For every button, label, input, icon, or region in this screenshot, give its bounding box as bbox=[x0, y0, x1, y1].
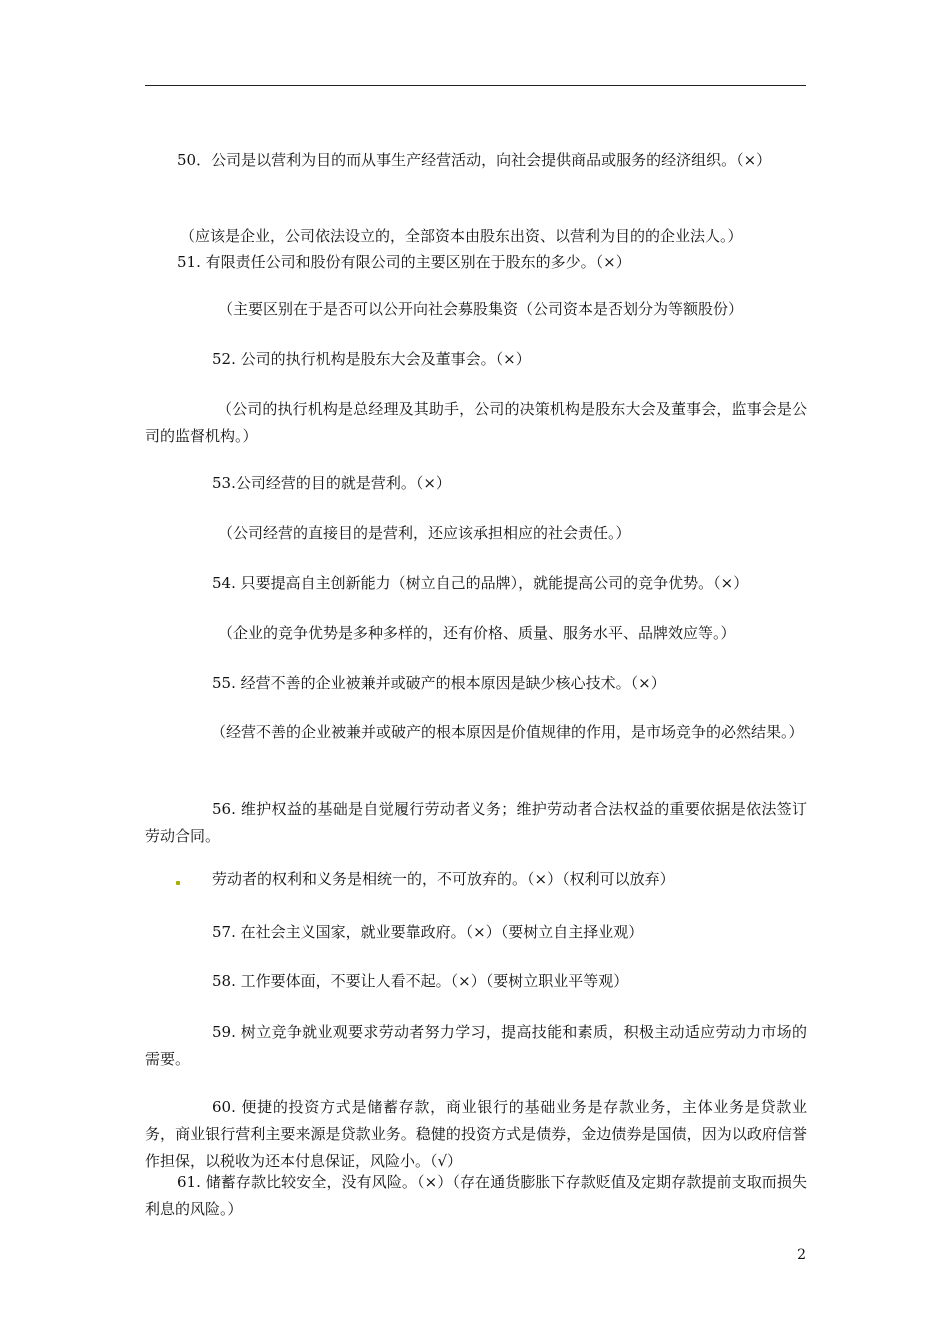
item-57: 57. 在社会主义国家，就业要靠政府。（×）（要树立自主择业观） bbox=[212, 923, 644, 941]
item-51: 51. 有限责任公司和股份有限公司的主要区别在于股东的多少。（×） bbox=[177, 253, 631, 271]
bullet-dot bbox=[176, 881, 180, 885]
item-53-note: （公司经营的直接目的是营利，还应该承担相应的社会责任。） bbox=[218, 524, 631, 542]
item-54-note: （企业的竞争优势是多种多样的，还有价格、质量、服务水平、品牌效应等。） bbox=[218, 624, 736, 642]
item-60: 60. 便捷的投资方式是储蓄存款，商业银行的基础业务是存款业务，主体业务是贷款业务，商业银行营利主要来源是贷款业务。稳健的投资方式是债券，金边债券是国债，因为以政府信誉作担保，以税收为还本付息保证，风险小。（√） bbox=[145, 1098, 807, 1170]
item-54: 54. 只要提高自主创新能力（树立自己的品牌），就能提高公司的竞争优势。（×） bbox=[212, 574, 749, 592]
item-56: 56. 维护权益的基础是自觉履行劳动者义务；维护劳动者合法权益的重要依据是依法签订劳动合同。 bbox=[145, 800, 807, 845]
item-58: 58. 工作要体面，不要让人看不起。（×）（要树立职业平等观） bbox=[212, 972, 629, 990]
header-rule bbox=[145, 85, 806, 86]
item-55-note: （经营不善的企业被兼并或破产的根本原因是价值规律的作用，是市场竞争的必然结果。） bbox=[211, 723, 804, 741]
item-59: 59. 树立竞争就业观要求劳动者努力学习，提高技能和素质，积极主动适应劳动力市场的需要。 bbox=[145, 1023, 807, 1068]
item-50-note: （应该是企业，公司依法设立的，全部资本由股东出资、以营利为目的的企业法人。） bbox=[180, 227, 743, 245]
item-53: 53.公司经营的目的就是营利。（×） bbox=[212, 474, 451, 492]
item-50: 50．公司是以营利为目的而从事生产经营活动，向社会提供商品或服务的经济组织。（×） bbox=[177, 151, 772, 169]
item-52: 52. 公司的执行机构是股东大会及董事会。（×） bbox=[212, 350, 531, 368]
item-55: 55. 经营不善的企业被兼并或破产的根本原因是缺少核心技术。（×） bbox=[212, 674, 666, 692]
page-number: 2 bbox=[797, 1247, 806, 1263]
item-52-note: （公司的执行机构是总经理及其助手，公司的决策机构是股东大会及董事会，监事会是公司的监督机构。） bbox=[145, 400, 807, 445]
item-61: 61. 储蓄存款比较安全，没有风险。（×）（存在通货膨胀下存款贬值及定期存款提前支取而损失利息的风险。） bbox=[145, 1173, 807, 1218]
item-56-note: 劳动者的权利和义务是相统一的，不可放弃的。（×）（权利可以放弃） bbox=[212, 870, 675, 888]
item-51-note: （主要区别在于是否可以公开向社会募股集资（公司资本是否划分为等额股份） bbox=[218, 300, 744, 318]
